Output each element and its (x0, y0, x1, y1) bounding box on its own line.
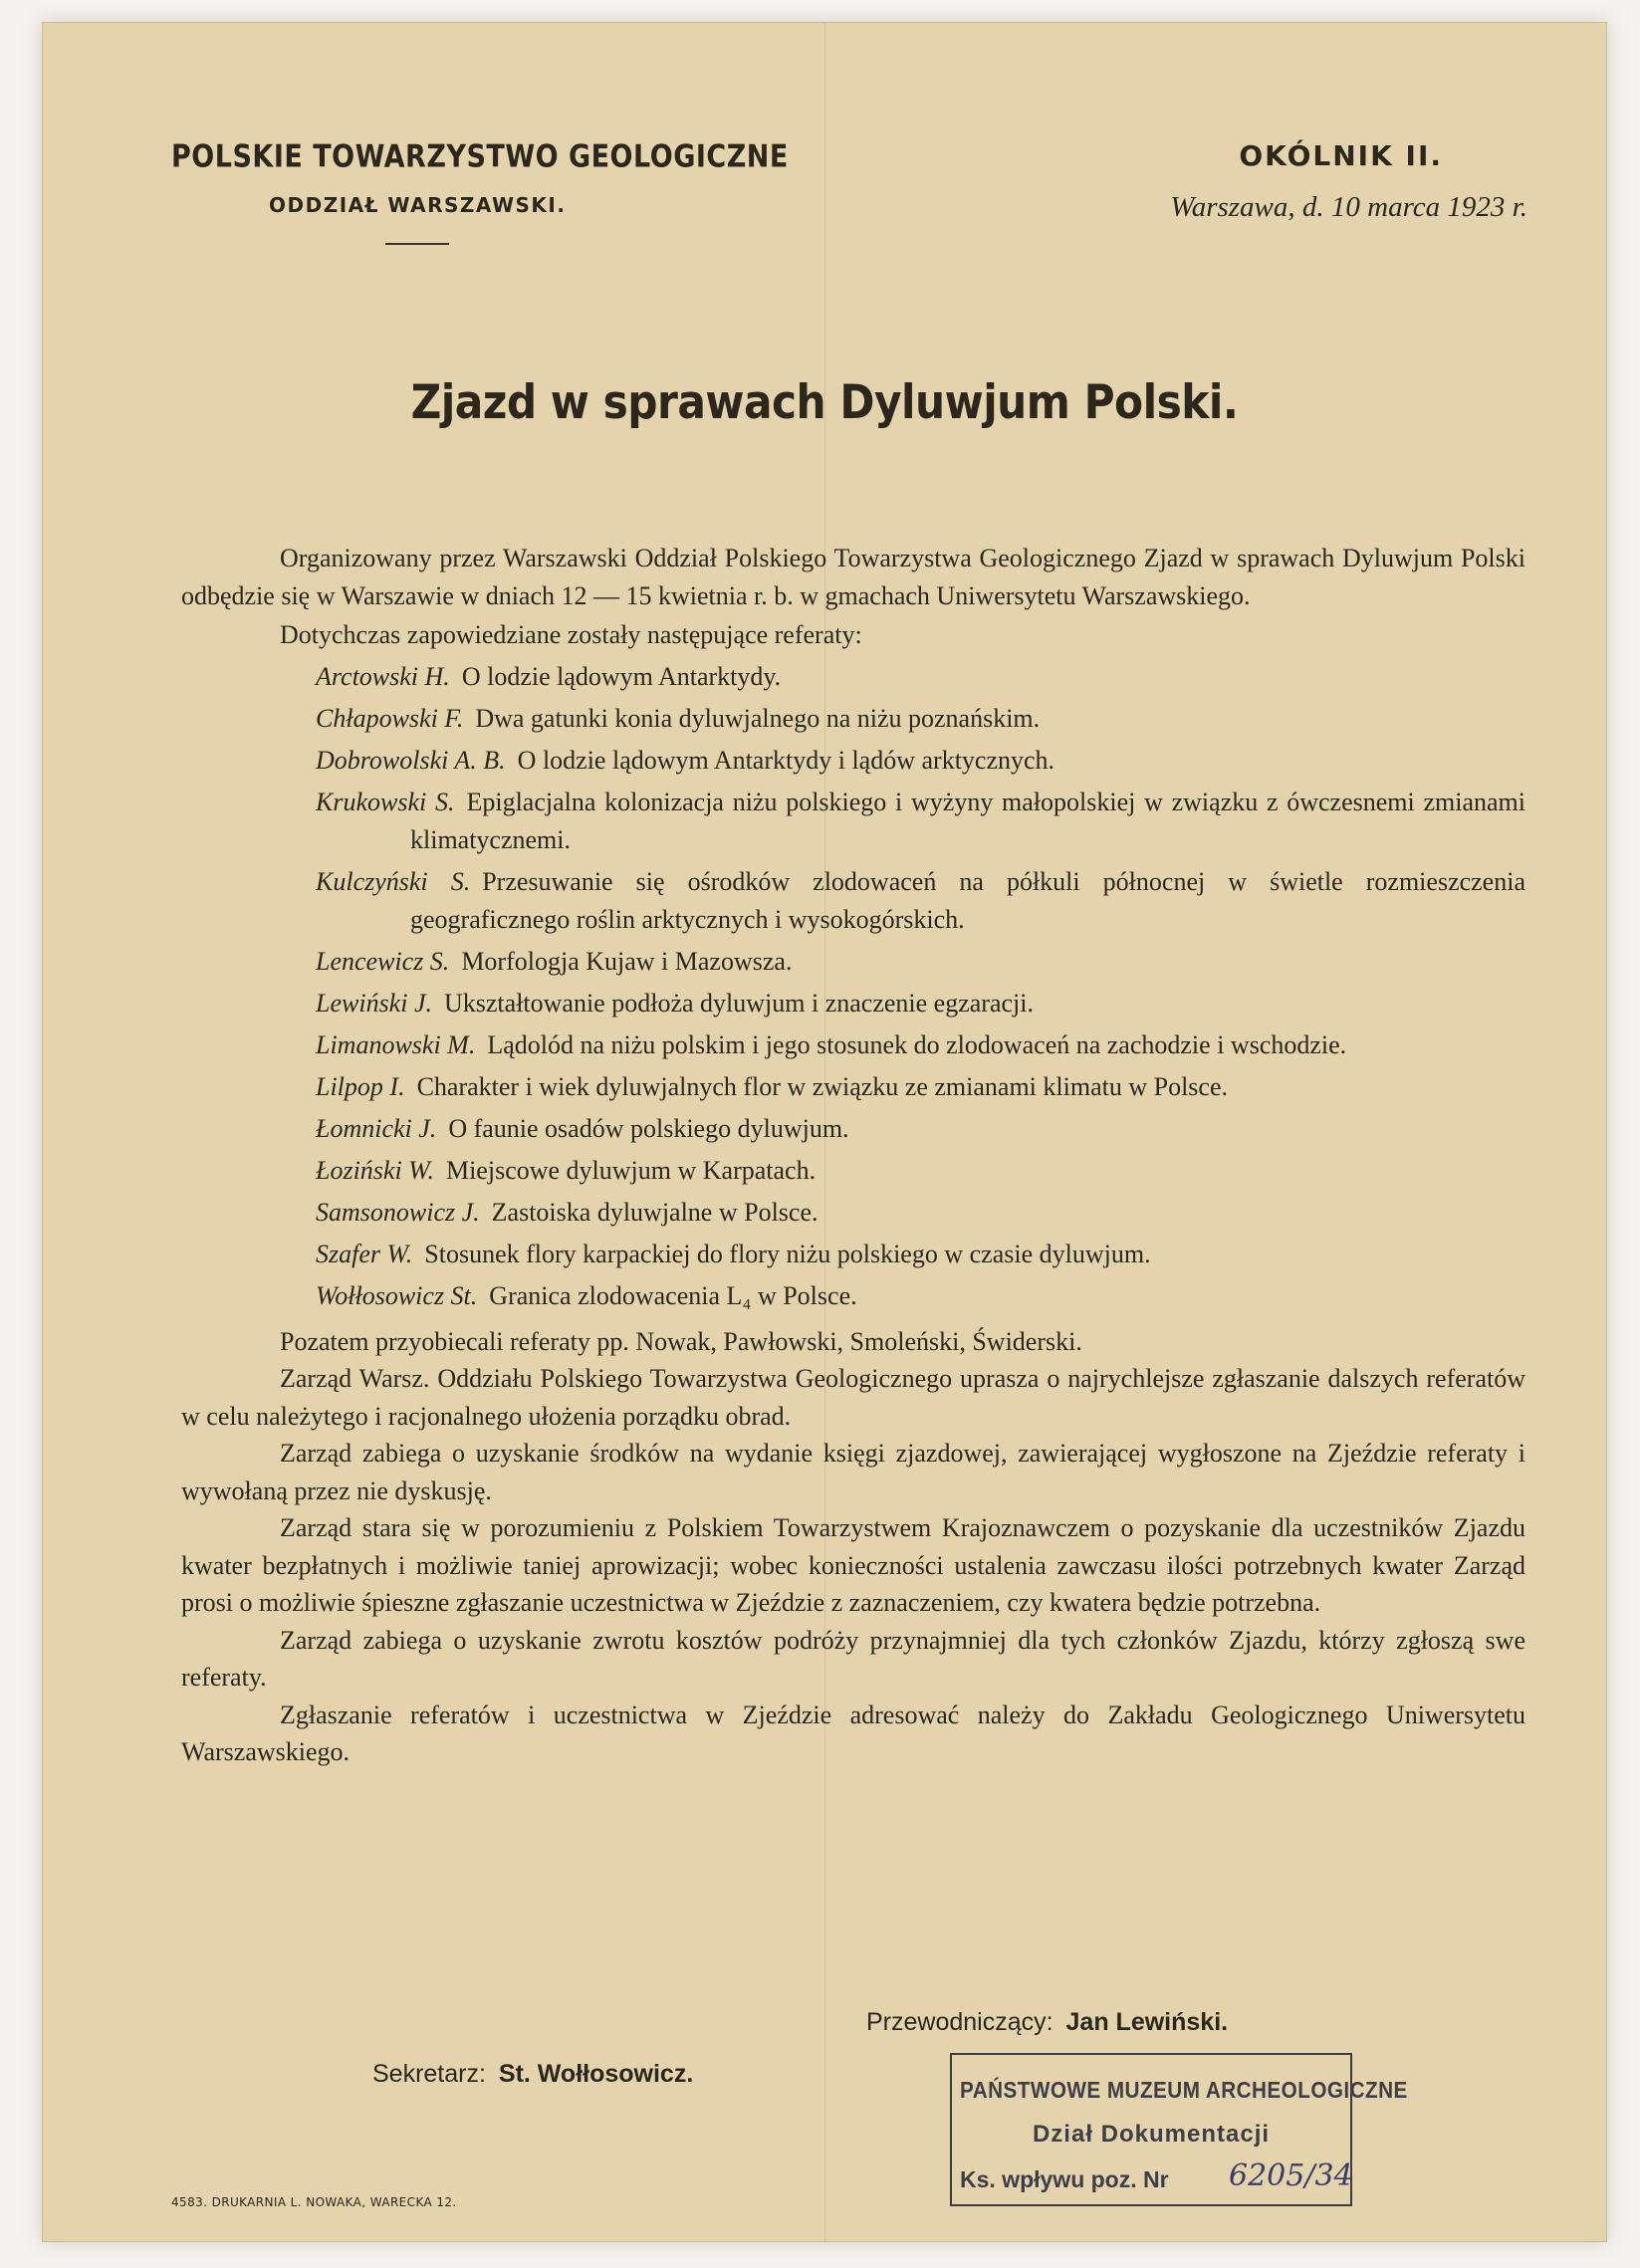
stamp-line-2: Dział Dokumentacji (1032, 2121, 1271, 2148)
referat-author: Łoziński W. (316, 1155, 434, 1185)
secretary-name: St. Wołłosowicz. (498, 2060, 694, 2088)
referaty-intro: Dotychczas zapowiedziane zostały następujące referaty: (280, 620, 862, 649)
referat-topic: Zastoiska dyluwjalne w Polsce. (491, 1197, 819, 1227)
referat-item (316, 700, 1525, 738)
referat-topic: Epiglacjalna kolonizacja niżu polskiego i wyżyny małopolskiej w związku z ówczesnemi zmianami klimatycznemi. (410, 787, 1525, 854)
referat-item (316, 985, 1525, 1022)
place-date: Warszawa, d. 10 marca 1923 r. (1170, 191, 1527, 223)
referat-topic: Lądolód na niżu polskim i jego stosunek do zlodowaceń na zachodzie i wschodzie. (487, 1029, 1347, 1059)
referat-author: Szafer W. (316, 1239, 413, 1268)
stamp-line-1: PAŃSTWOWE MUZEUM ARCHEOLOGICZNE (960, 2077, 1408, 2103)
chair-label: Przewodniczący: (866, 2008, 1054, 2036)
referat-author: Lencewicz S. (316, 946, 450, 976)
referat-author: Chłapowski F. (316, 703, 464, 733)
referat-author: Arctowski H. (316, 661, 450, 691)
referat-item (316, 658, 1525, 696)
referat-topic: Miejscowe dyluwjum w Karpatach. (445, 1155, 817, 1185)
referat-author: Kulczyński S. (316, 866, 471, 896)
referat-item (316, 1194, 1525, 1232)
referat-topic: Dwa gatunki konia dyluwjalnego na niżu poznańskim. (475, 703, 1041, 733)
referat-topic: O lodzie lądowym Antarktydy i lądów arktycznych. (517, 745, 1055, 775)
secretary-label: Sekretarz: (372, 2060, 486, 2088)
referat-item (316, 1277, 1525, 1315)
document-body (181, 540, 1525, 1771)
referat-item (316, 742, 1525, 780)
branch-name: ODDZIAŁ WARSZAWSKI. (269, 193, 567, 217)
referat-author: Lilpop I. (316, 1071, 405, 1101)
page-title: Zjazd w sprawach Dyluwjum Polski. (410, 375, 1239, 430)
stamp-line-3: Ks. wpływu poz. Nr (960, 2166, 1169, 2192)
printer-mark: 4583. DRUKARNIA L. NOWAKA, WARECKA 12. (171, 2195, 457, 2209)
referat-item (316, 784, 1525, 859)
referat-topic: Granica zlodowacenia L₄ w Polsce. (489, 1280, 857, 1310)
body-paragraph: Zarząd zabiega o uzyskanie środków na wydanie księgi zjazdowej, zawierającej wygłoszone na Zjeździe referaty i wywołaną przez nie dyskusję. (181, 1439, 1525, 1505)
organization-name: POLSKIE TOWARZYSTWO GEOLOGICZNE (171, 139, 789, 175)
circular-number: OKÓLNIK II. (1239, 139, 1443, 172)
body-paragraph: Zarząd stara się w porozumieniu z Polskiem Towarzystwem Krajoznawczem o pozyskanie dla uczestników Zjazdu kwater bezpłatnych i możliwie taniej aprowizacji; wobec konieczności ustalenia zawczasu ilości potrzebnych kwater Zarząd prosi o możliwie śpieszne zgłaszanie uczestnictwa w Zjeździe z zaznaczeniem, czy kwatera będzie potrzebna. (181, 1513, 1525, 1617)
referat-author: Wołłosowicz St. (316, 1280, 478, 1310)
body-paragraph: Pozatem przyobiecali referaty pp. Nowak, Pawłowski, Smoleński, Świderski. (280, 1326, 1082, 1356)
referat-topic: Morfologja Kujaw i Mazowsza. (461, 946, 793, 976)
referat-author: Limanowski M. (316, 1029, 476, 1059)
referat-item (316, 863, 1525, 939)
referat-item (316, 1110, 1525, 1148)
referat-topic: Stosunek flory karpackiej do flory niżu polskiego w czasie dyluwjum. (424, 1239, 1151, 1268)
secretary-signature (372, 2060, 693, 2089)
referat-item (316, 1236, 1525, 1273)
referat-author: Samsonowicz J. (316, 1197, 480, 1227)
body-paragraph: Zarząd zabiega o uzyskanie zwrotu kosztów podróży przynajmniej dla tych członków Zjazdu, którzy zgłoszą swe referaty. (181, 1625, 1525, 1692)
referat-author: Lewiński J. (316, 988, 432, 1018)
header-divider (385, 243, 449, 245)
referaty-list (181, 658, 1525, 1315)
referat-topic: O lodzie lądowym Antarktydy. (461, 661, 782, 691)
referat-author: Krukowski S. (316, 787, 455, 816)
referat-item (316, 1068, 1525, 1106)
intro-paragraph: Organizowany przez Warszawski Oddział Polskiego Towarzystwa Geologicznego Zjazd w sprawach Dyluwjum Polski odbędzie się w Warszawie w dniach 12 — 15 kwietnia r. b. w gmachach Uniwersytetu Warszawskiego. (181, 544, 1525, 610)
referat-topic: Przesuwanie się ośrodków zlodowaceń na półkuli północnej w świetle rozmieszczenia geograficznego roślin arktycznych i wysokogórskich. (410, 866, 1525, 934)
body-paragraph: Zarząd Warsz. Oddziału Polskiego Towarzystwa Geologicznego uprasza o najrychlejsze zgłaszanie dalszych referatów w celu należytego i racjonalnego ułożenia porządku obrad. (181, 1364, 1525, 1431)
museum-stamp (950, 2053, 1408, 2206)
stamp-handwritten-number: 6205/34 (1229, 2158, 1353, 2193)
referat-author: Łomnicki J. (316, 1113, 437, 1143)
chair-name: Jan Lewiński. (1065, 2008, 1229, 2036)
referat-item (316, 943, 1525, 981)
referat-topic: Charakter i wiek dyluwjalnych flor w związku ze zmianami klimatu w Polsce. (416, 1071, 1228, 1101)
referat-author: Dobrowolski A. B. (316, 745, 506, 775)
referat-topic: Ukształtowanie podłoża dyluwjum i znaczenie egzaracji. (444, 988, 1034, 1018)
referat-item (316, 1152, 1525, 1190)
referat-item (316, 1026, 1525, 1064)
referat-topic: O faunie osadów polskiego dyluwjum. (448, 1113, 849, 1143)
chair-signature (866, 2008, 1228, 2037)
paragraphs (181, 1323, 1525, 1771)
body-paragraph: Zgłaszanie referatów i uczestnictwa w Zjeździe adresować należy do Zakładu Geologicznego Uniwersytetu Warszawskiego. (181, 1700, 1525, 1766)
document-page (42, 22, 1607, 2242)
